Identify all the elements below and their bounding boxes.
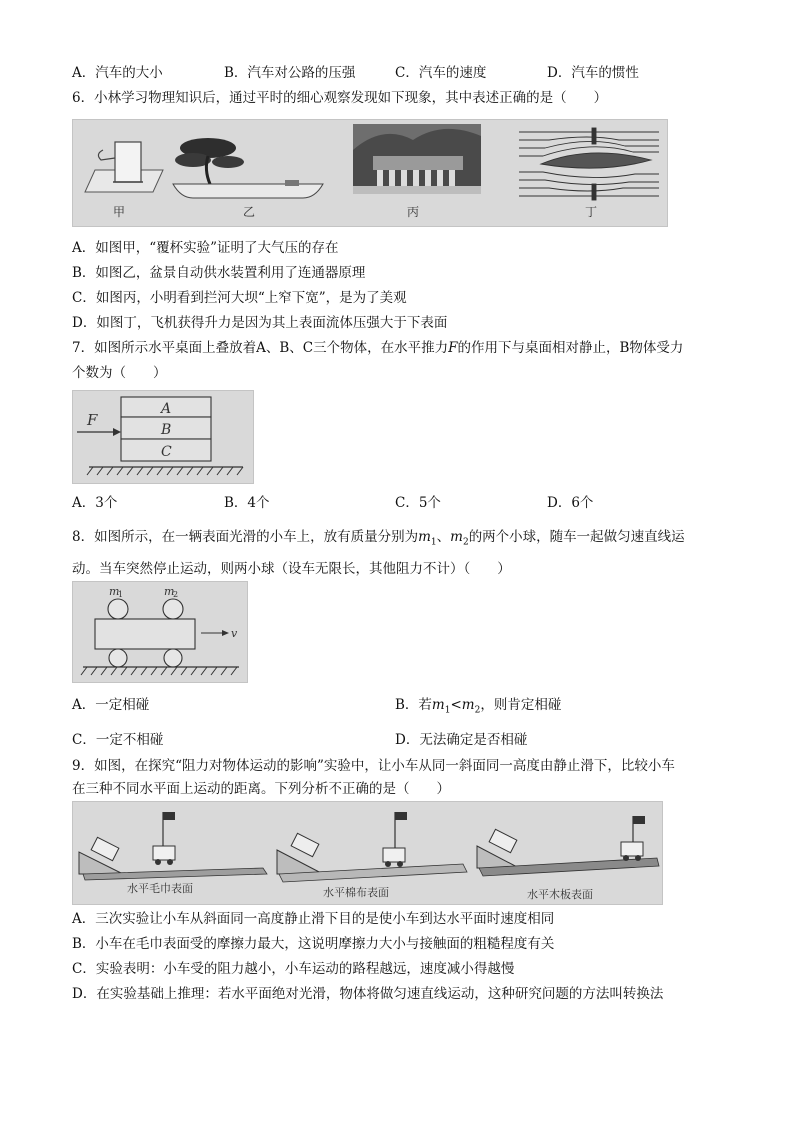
q8-option-b-suffix: ，则肯定相碰 [480, 697, 562, 713]
q9-figure [72, 801, 663, 905]
q6-option-b: B．如图乙，盆景自动供水装置利用了连通器原理 [72, 265, 366, 281]
q6-figure [72, 119, 668, 227]
q7-stem-line1 [72, 338, 683, 358]
q9-stem-line1: 9．如图，在探究“阻力对物体运动的影响”实验中，让小车从同一斜面同一高度由静止滑下，比较小车 [72, 758, 675, 774]
q5-options [72, 63, 732, 83]
q8-label-sub2: 2 [173, 590, 179, 599]
q7-options [72, 493, 732, 513]
q7-label-b: B [161, 422, 172, 438]
q6-option-d: D．如图丁，飞机获得升力是因为其上表面流体压强大于下表面 [72, 315, 448, 331]
q8-stem-sub1: 1 [430, 537, 437, 548]
q8-option-b-m2: m [461, 697, 475, 713]
q7-option-c: C．5个 [395, 495, 441, 511]
q9-stem-line2: 在三种不同水平面上运动的距离。下列分析不正确的是（ ） [72, 781, 450, 797]
bonsai-illustration [173, 138, 323, 198]
q7-stem-force-variable: F [448, 340, 458, 356]
q9-option-b: B．小车在毛巾表面受的摩擦力最大，这说明摩擦力大小与接触面的粗糙程度有关 [72, 936, 555, 952]
q5-option-d: D．汽车的惯性 [547, 65, 639, 81]
q8-option-b [395, 695, 561, 721]
q9-label-wood: 水平木板表面 [527, 888, 593, 901]
q8-stem-m2: m [450, 529, 463, 545]
q8-stem-line2: 动。当车突然停止运动，则两小球（设车无限长，其他阻力不计）（ ） [72, 561, 511, 577]
q7-stem-text-a: 7．如图所示水平桌面上叠放着A、B、C三个物体，在水平推力 [72, 340, 449, 356]
q7-option-d: D．6个 [547, 495, 594, 511]
q8-option-b-lt: < [450, 697, 462, 713]
q9-label-cotton: 水平棉布表面 [323, 886, 389, 899]
q8-option-a: A．一定相碰 [72, 697, 150, 713]
q7-option-a: A．3个 [72, 495, 118, 511]
q8-option-d: D．无法确定是否相碰 [395, 732, 528, 748]
q6-label-yi: 乙 [243, 205, 256, 219]
airfoil-streamlines-illustration [519, 128, 659, 200]
q7-figure [72, 390, 254, 484]
q8-option-b-sub2: 2 [474, 705, 481, 716]
q7-stem-text-b: 的作用下与桌面相对静止，B物体受力 [457, 340, 684, 356]
q7-label-a: A [161, 401, 172, 417]
q5-option-a: A．汽车的大小 [72, 65, 163, 81]
q6-option-a: A．如图甲，“覆杯实验”证明了大气压的存在 [72, 240, 339, 256]
q5-option-c: C．汽车的速度 [395, 65, 487, 81]
q8-option-b-sub1: 1 [444, 705, 451, 716]
q8-stem-line1 [72, 527, 685, 553]
q6-option-c: C．如图丙，小明看到拦河大坝“上窄下宽”，是为了美观 [72, 290, 407, 306]
q8-option-c: C．一定不相碰 [72, 732, 164, 748]
q9-option-d: D．在实验基础上推理：若水平面绝对光滑，物体将做匀速直线运动，这种研究问题的方法叫转换法 [72, 986, 664, 1002]
q7-stem-line2: 个数为（ ） [72, 365, 167, 381]
q8-stem-m1: m [418, 529, 431, 545]
q6-label-bing: 丙 [407, 205, 420, 219]
q8-label-v: v [231, 627, 238, 640]
q7-option-b: B．4个 [224, 495, 270, 511]
q8-option-b-prefix: B．若 [395, 697, 432, 713]
q9-option-c: C．实验表明：小车受的阻力越小，小车运动的路程越远，速度减小得越慢 [72, 961, 515, 977]
q9-option-a: A．三次实验让小车从斜面同一高度静止滑下目的是使小车到达水平面时速度相同 [72, 911, 555, 927]
q5-option-b: B．汽车对公路的压强 [224, 65, 356, 81]
q6-stem: 6．小林学习物理知识后，通过平时的细心观察发现如下现象，其中表述正确的是（ ） [72, 90, 608, 106]
cup-experiment-illustration [85, 142, 163, 192]
dam-photo [353, 124, 481, 194]
cotton-surface-setup [277, 812, 467, 882]
wood-surface-setup [477, 816, 659, 876]
q8-stem-sub2: 2 [462, 537, 469, 548]
q8-option-b-m1: m [431, 697, 445, 713]
q7-label-c: C [161, 444, 172, 460]
q8-stem-text-a: 8．如图所示，在一辆表面光滑的小车上，放有质量分别为 [72, 529, 419, 545]
q6-label-jia: 甲 [113, 205, 126, 219]
q7-label-force: F [87, 411, 98, 429]
q8-label-m1: m [109, 585, 120, 598]
q8-figure [72, 581, 248, 683]
towel-surface-setup [79, 812, 267, 880]
q6-label-ding: 丁 [585, 205, 598, 219]
q8-stem-text-b: 的两个小球，随车一起做匀速直线运 [468, 529, 685, 545]
q9-label-towel: 水平毛巾表面 [127, 882, 193, 895]
q8-label-sub1: 1 [118, 590, 124, 599]
q8-label-m2: m [164, 585, 175, 598]
q8-stem-sep: 、 [436, 529, 451, 545]
